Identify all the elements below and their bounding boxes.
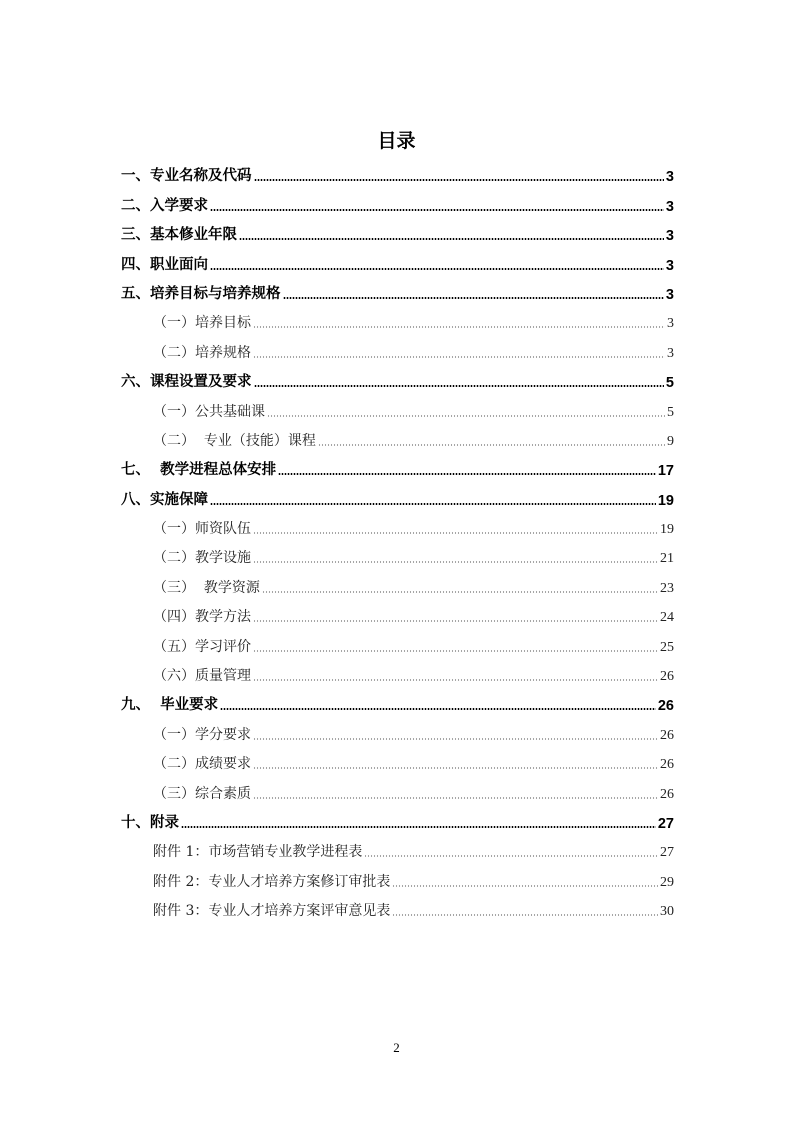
- dot-leader: [254, 179, 664, 181]
- toc-entry-label: 二、入学要求: [121, 197, 208, 214]
- toc-entry-label: （二）教学设施: [153, 550, 251, 567]
- dot-leader: [253, 679, 658, 681]
- toc-entry[interactable]: [121, 305, 674, 334]
- toc-entry-label: （六）质量管理: [153, 668, 251, 685]
- toc-entry-page: 5: [667, 404, 674, 420]
- toc-entry[interactable]: [121, 217, 674, 246]
- toc-entry[interactable]: [121, 863, 674, 892]
- toc-entry-label: （一）培养目标: [153, 315, 251, 332]
- dot-leader: [220, 708, 656, 710]
- toc-entry-page: 26: [660, 727, 674, 743]
- toc-entry[interactable]: [121, 805, 674, 834]
- toc-entry-page: 26: [660, 786, 674, 802]
- toc-entry[interactable]: [121, 334, 674, 363]
- dot-leader: [254, 385, 664, 387]
- toc-entry-page: 3: [667, 345, 674, 361]
- dot-leader: [267, 415, 665, 417]
- table-of-contents: [121, 158, 674, 922]
- toc-entry-page: 19: [660, 522, 674, 538]
- dot-leader: [392, 885, 658, 887]
- toc-entry[interactable]: [121, 187, 674, 216]
- dot-leader: [278, 473, 656, 475]
- toc-entry[interactable]: [121, 540, 674, 569]
- toc-entry-label: （三） 教学资源: [153, 579, 260, 596]
- toc-entry-label: 五、培养目标与培养规格: [121, 285, 281, 302]
- toc-entry-label: 附件 3：专业人才培养方案评审意见表: [153, 903, 391, 920]
- toc-title: 目录: [377, 130, 416, 152]
- dot-leader: [392, 914, 658, 916]
- dot-leader: [253, 532, 658, 534]
- dot-leader: [318, 444, 665, 446]
- toc-entry[interactable]: [121, 276, 674, 305]
- toc-entry-label: 附件 2：专业人才培养方案修订审批表: [153, 873, 391, 890]
- toc-entry-page: 24: [660, 610, 674, 626]
- toc-entry-page: 3: [665, 228, 674, 245]
- toc-entry-label: 四、职业面向: [121, 256, 208, 273]
- toc-entry[interactable]: [121, 599, 674, 628]
- toc-entry[interactable]: [121, 893, 674, 922]
- dot-leader: [239, 238, 664, 240]
- dot-leader: [283, 297, 664, 299]
- toc-entry-page: 27: [660, 845, 674, 861]
- dot-leader: [210, 503, 656, 505]
- toc-entry-page: 26: [660, 669, 674, 685]
- dot-leader: [253, 326, 665, 328]
- toc-entry[interactable]: [121, 834, 674, 863]
- toc-entry-page: 3: [667, 316, 674, 332]
- toc-entry[interactable]: [121, 511, 674, 540]
- toc-entry-label: （二）培养规格: [153, 344, 251, 361]
- toc-entry[interactable]: [121, 687, 674, 716]
- dot-leader: [253, 738, 658, 740]
- dot-leader: [364, 855, 658, 857]
- toc-entry-page: 9: [667, 433, 674, 449]
- toc-entry-page: 3: [665, 257, 674, 274]
- toc-entry-page: 19: [657, 492, 674, 509]
- toc-entry-page: 3: [665, 198, 674, 215]
- toc-entry-page: 23: [660, 580, 674, 596]
- dot-leader: [253, 650, 658, 652]
- dot-leader: [253, 561, 658, 563]
- toc-entry-label: （二）成绩要求: [153, 756, 251, 773]
- toc-entry-label: （一）师资队伍: [153, 521, 251, 538]
- toc-entry-label: 七、 教学进程总体安排: [121, 462, 277, 479]
- toc-entry[interactable]: [121, 423, 674, 452]
- toc-entry[interactable]: [121, 628, 674, 657]
- dot-leader: [210, 209, 664, 211]
- toc-entry[interactable]: [121, 569, 674, 598]
- toc-entry-page: 27: [657, 815, 674, 832]
- toc-entry-page: 17: [657, 463, 674, 480]
- toc-entry-label: （二） 专业（技能）课程: [153, 432, 316, 449]
- page-number: 2: [393, 1040, 400, 1055]
- dot-leader: [253, 620, 658, 622]
- dot-leader: [262, 591, 658, 593]
- toc-entry-label: 一、专业名称及代码: [121, 168, 252, 185]
- toc-entry-page: 29: [660, 874, 674, 890]
- dot-leader: [253, 356, 665, 358]
- toc-entry-label: 三、基本修业年限: [121, 227, 237, 244]
- toc-entry-label: （一）学分要求: [153, 726, 251, 743]
- toc-entry-page: 5: [665, 375, 674, 392]
- toc-entry-label: （五）学习评价: [153, 638, 251, 655]
- toc-entry-label: （四）教学方法: [153, 609, 251, 626]
- toc-entry-label: 九、 毕业要求: [121, 697, 219, 714]
- toc-entry-page: 26: [657, 698, 674, 715]
- toc-entry[interactable]: [121, 158, 674, 187]
- toc-entry[interactable]: [121, 775, 674, 804]
- toc-entry-page: 3: [665, 169, 674, 186]
- toc-entry-label: （一）公共基础课: [153, 403, 265, 420]
- toc-entry-page: 30: [660, 904, 674, 920]
- toc-entry-label: 六、课程设置及要求: [121, 374, 252, 391]
- toc-entry-label: 八、实施保障: [121, 491, 208, 508]
- toc-entry-label: 附件 1：市场营销专业教学进程表: [153, 844, 363, 861]
- toc-entry[interactable]: [121, 246, 674, 275]
- toc-entry[interactable]: [121, 746, 674, 775]
- toc-entry[interactable]: [121, 452, 674, 481]
- dot-leader: [181, 826, 656, 828]
- toc-entry-page: 3: [665, 286, 674, 303]
- toc-entry[interactable]: [121, 658, 674, 687]
- dot-leader: [253, 767, 658, 769]
- toc-entry-page: 21: [660, 551, 674, 567]
- toc-entry[interactable]: [121, 481, 674, 510]
- toc-entry-page: 26: [660, 757, 674, 773]
- toc-entry[interactable]: [121, 364, 674, 393]
- dot-leader: [210, 268, 664, 270]
- toc-entry-label: （三）综合素质: [153, 785, 251, 802]
- toc-entry[interactable]: [121, 716, 674, 745]
- toc-entry-label: 十、附录: [121, 814, 179, 831]
- dot-leader: [253, 797, 658, 799]
- toc-entry[interactable]: [121, 393, 674, 422]
- toc-entry-page: 25: [660, 639, 674, 655]
